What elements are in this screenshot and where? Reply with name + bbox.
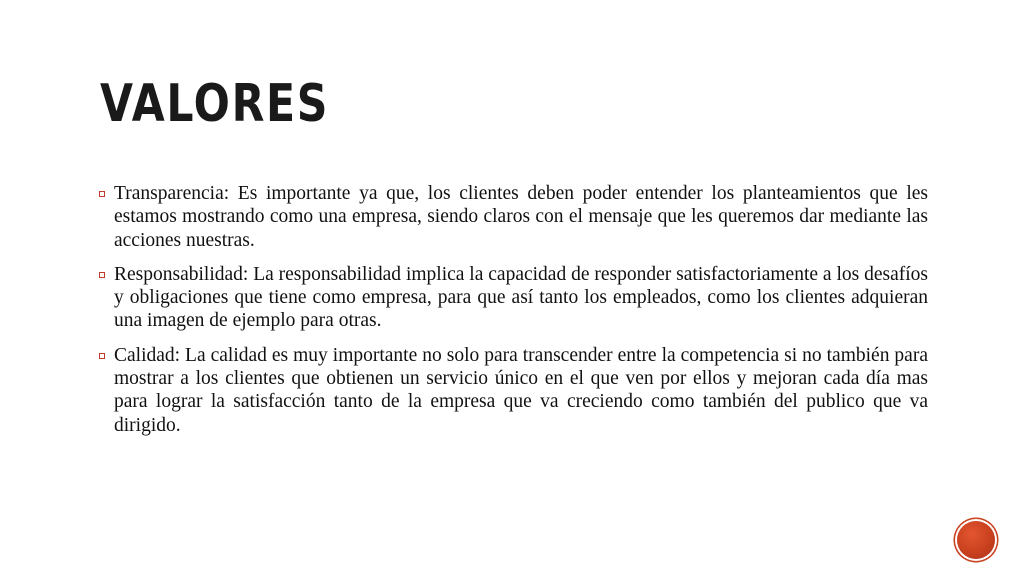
- slide-number-badge: [957, 521, 995, 559]
- square-bullet-icon: [99, 191, 105, 197]
- square-bullet-icon: [99, 353, 105, 359]
- list-item: [98, 344, 928, 437]
- slide-title: VALORES: [100, 74, 330, 134]
- slide-number: [957, 521, 995, 559]
- square-bullet-icon: [99, 272, 105, 278]
- list-item: [98, 182, 928, 252]
- bullet-list: [98, 182, 928, 448]
- bullet-text: Transparencia: Es importante ya que, los clientes deben poder entender los planteamientos que les estamos mostrando como una empresa, siendo claros con el mensaje que les queremos dar mediante las acciones nuestras.: [114, 183, 928, 251]
- bullet-text: Responsabilidad: La responsabilidad implica la capacidad de responder satisfactoriamente a los desafíos y obligaciones que tiene como empresa, para que así tanto los empleados, como los clientes adquieran una imagen de ejemplo para otras.: [114, 263, 928, 332]
- bullet-text: Calidad: La calidad es muy importante no solo para transcender entre la competencia si no también para mostrar a los clientes que obtienen un servicio único en el que ven por ellos y mejoran cada día mas para lograr la satisfacción tanto de la empresa que va creciendo como también del publico que va dirigido.: [114, 344, 928, 436]
- list-item: [98, 263, 928, 333]
